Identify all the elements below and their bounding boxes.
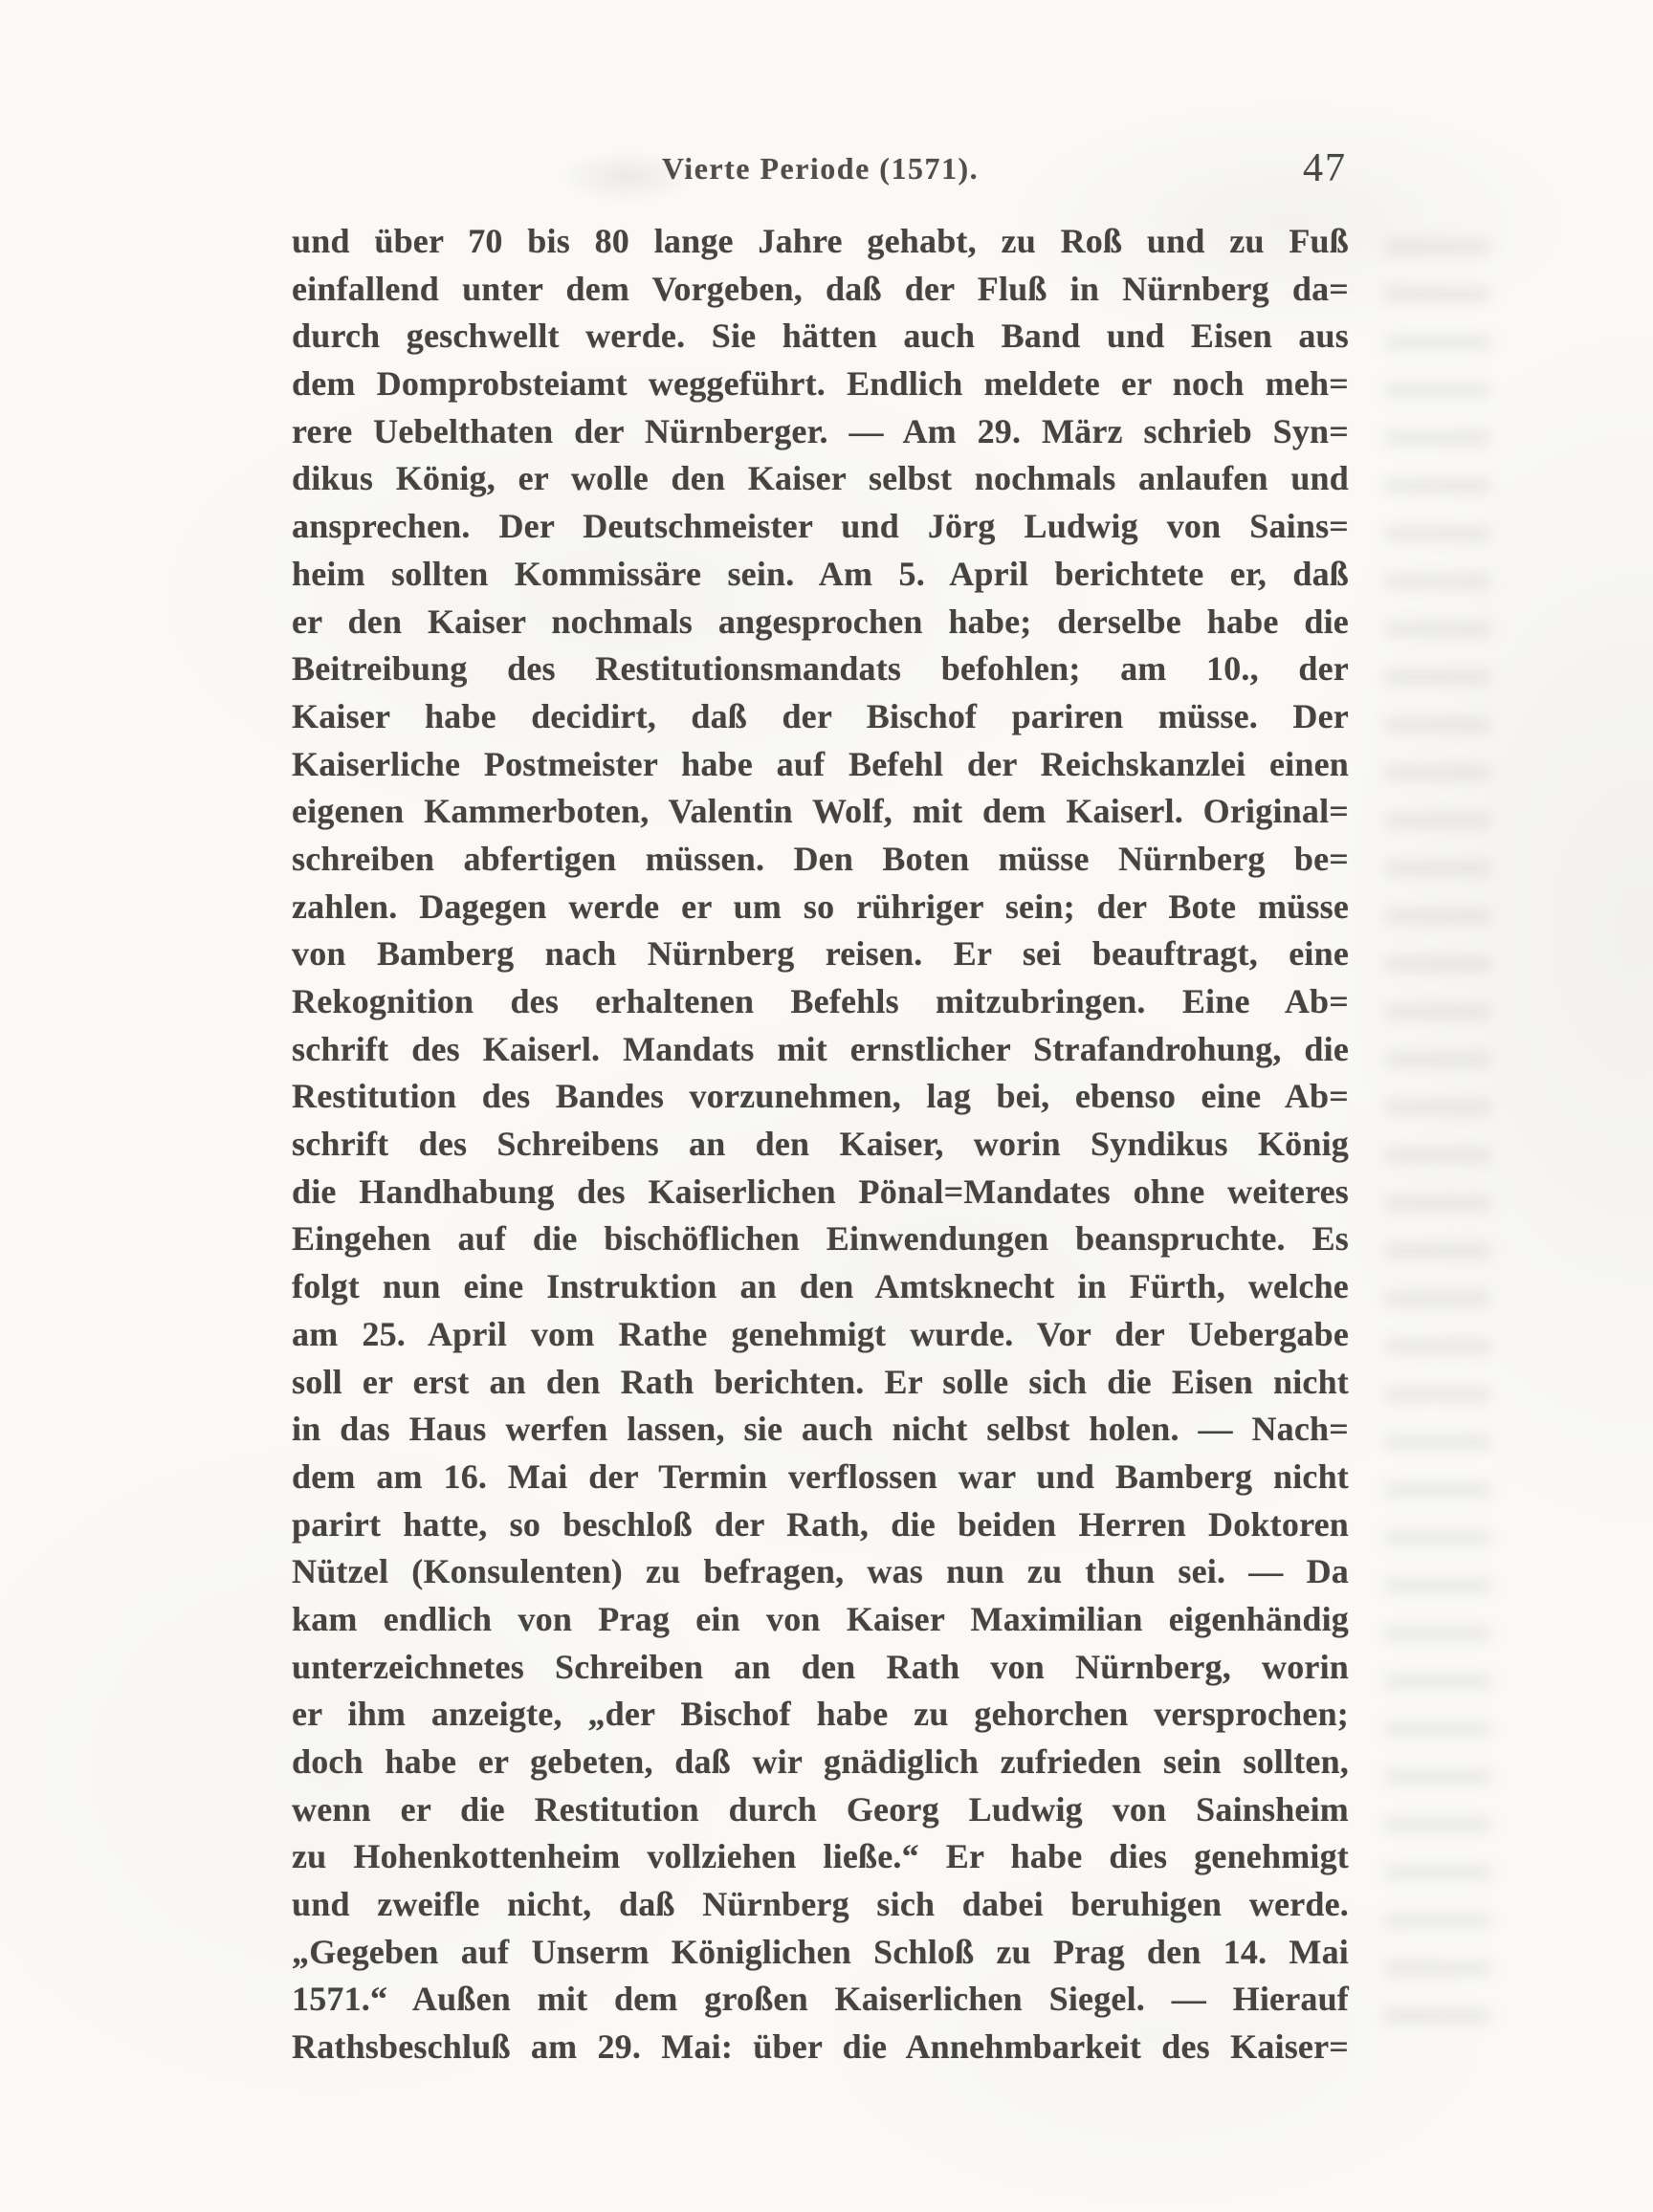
text-line: am 25. April vom Rathe genehmigt wurde. Vor der Uebergabe (292, 1314, 1349, 1353)
text-line: dem Domprobsteiamt weggeführt. Endlich meldete er noch meh= (292, 364, 1349, 404)
text-line: er den Kaiser nochmals angesprochen habe; derselbe habe die (292, 602, 1349, 641)
text-line: und zweifle nicht, daß Nürnberg sich dabei beruhigen werde. (292, 1885, 1349, 1924)
text-line: wenn er die Restitution durch Georg Ludwig von Sainsheim (292, 1789, 1349, 1829)
text-line: folgt nun eine Instruktion an den Amtsknecht in Fürth, welche (292, 1267, 1349, 1306)
text-line: doch habe er gebeten, daß wir gnädiglich zufrieden sein sollten, (292, 1742, 1349, 1781)
text-line: in das Haus werfen lassen, sie auch nicht selbst holen. — Nach= (292, 1410, 1349, 1449)
text-line: rere Uebelthaten der Nürnberger. — Am 29. März schrieb Syn= (292, 411, 1349, 450)
text-line: von Bamberg nach Nürnberg reisen. Er sei beauftragt, eine (292, 934, 1349, 974)
text-line: zahlen. Dagegen werde er um so rühriger sein; der Bote müsse (292, 887, 1349, 926)
text-line: die Handhabung des Kaiserlichen Pönal=Mandates ohne weiteres (292, 1172, 1349, 1211)
running-title: Vierte Periode (1571). (661, 151, 980, 186)
text-line: 1571.“ Außen mit dem großen Kaiserlichen Siegel. — Hierauf (292, 1980, 1349, 2019)
text-line: Restitution des Bandes vorzunehmen, lag bei, ebenso eine Ab= (292, 1077, 1349, 1116)
text-line: einfallend unter dem Vorgeben, daß der Fluß in Nürnberg da= (292, 269, 1349, 308)
text-line: und über 70 bis 80 lange Jahre gehabt, zu Roß und zu Fuß (292, 222, 1349, 260)
text-line: eigenen Kammerboten, Valentin Wolf, mit dem Kaiserl. Original= (292, 792, 1349, 831)
text-line: schrift des Kaiserl. Mandats mit ernstlicher Strafandrohung, die (292, 1029, 1349, 1068)
text-line: schreiben abfertigen müssen. Den Boten müsse Nürnberg be= (292, 839, 1349, 878)
text-line: dikus König, er wolle den Kaiser selbst nochmals anlaufen und (292, 459, 1349, 498)
body-text (292, 218, 1349, 2071)
text-line: Eingehen auf die bischöflichen Einwendungen beanspruchte. Es (292, 1219, 1349, 1259)
text-line: Beitreibung des Restitutionsmandats befohlen; am 10., der (292, 649, 1349, 689)
text-line: unterzeichnetes Schreiben an den Rath von Nürnberg, worin (292, 1647, 1349, 1686)
text-line: er ihm anzeigte, „der Bischof habe zu gehorchen versprochen; (292, 1695, 1349, 1734)
text-line: kam endlich von Prag ein von Kaiser Maximilian eigenhändig (292, 1599, 1349, 1638)
text-line: parirt hatte, so beschloß der Rath, die beiden Herren Doktoren (292, 1504, 1349, 1544)
text-line: ansprechen. Der Deutschmeister und Jörg Ludwig von Sains= (292, 507, 1349, 546)
text-line: Nützel (Konsulenten) zu befragen, was nun zu thun sei. — Da (292, 1552, 1349, 1591)
text-line: soll er erst an den Rath berichten. Er solle sich die Eisen nicht (292, 1362, 1349, 1401)
text-line: Rekognition des erhaltenen Befehls mitzubringen. Eine Ab= (292, 982, 1349, 1020)
text-line: Rathsbeschluß am 29. Mai: über die Annehmbarkeit des Kaiser= (292, 2027, 1349, 2067)
text-line: durch geschwellt werde. Sie hätten auch Band und Eisen aus (292, 317, 1349, 356)
page-number: 47 (1303, 146, 1347, 190)
text-line: dem am 16. Mai der Termin verflossen war und Bamberg nicht (292, 1456, 1349, 1496)
text-line: Kaiser habe decidirt, daß der Bischof pariren müsse. Der (292, 696, 1349, 735)
text-line: „Gegeben auf Unserm Königlichen Schloß zu Prag den 14. Mai (292, 1932, 1349, 1971)
text-line: Kaiserliche Postmeister habe auf Befehl der Reichskanzlei einen (292, 744, 1349, 783)
text-line: zu Hohenkottenheim vollziehen ließe.“ Er habe dies genehmigt (292, 1837, 1349, 1876)
text-line: schrift des Schreibens an den Kaiser, worin Syndikus König (292, 1125, 1349, 1164)
text-line: heim sollten Kommissäre sein. Am 5. April berichtete er, daß (292, 554, 1349, 593)
scan-bleedthrough-artifact (1385, 239, 1490, 2056)
page-header (292, 146, 1349, 203)
